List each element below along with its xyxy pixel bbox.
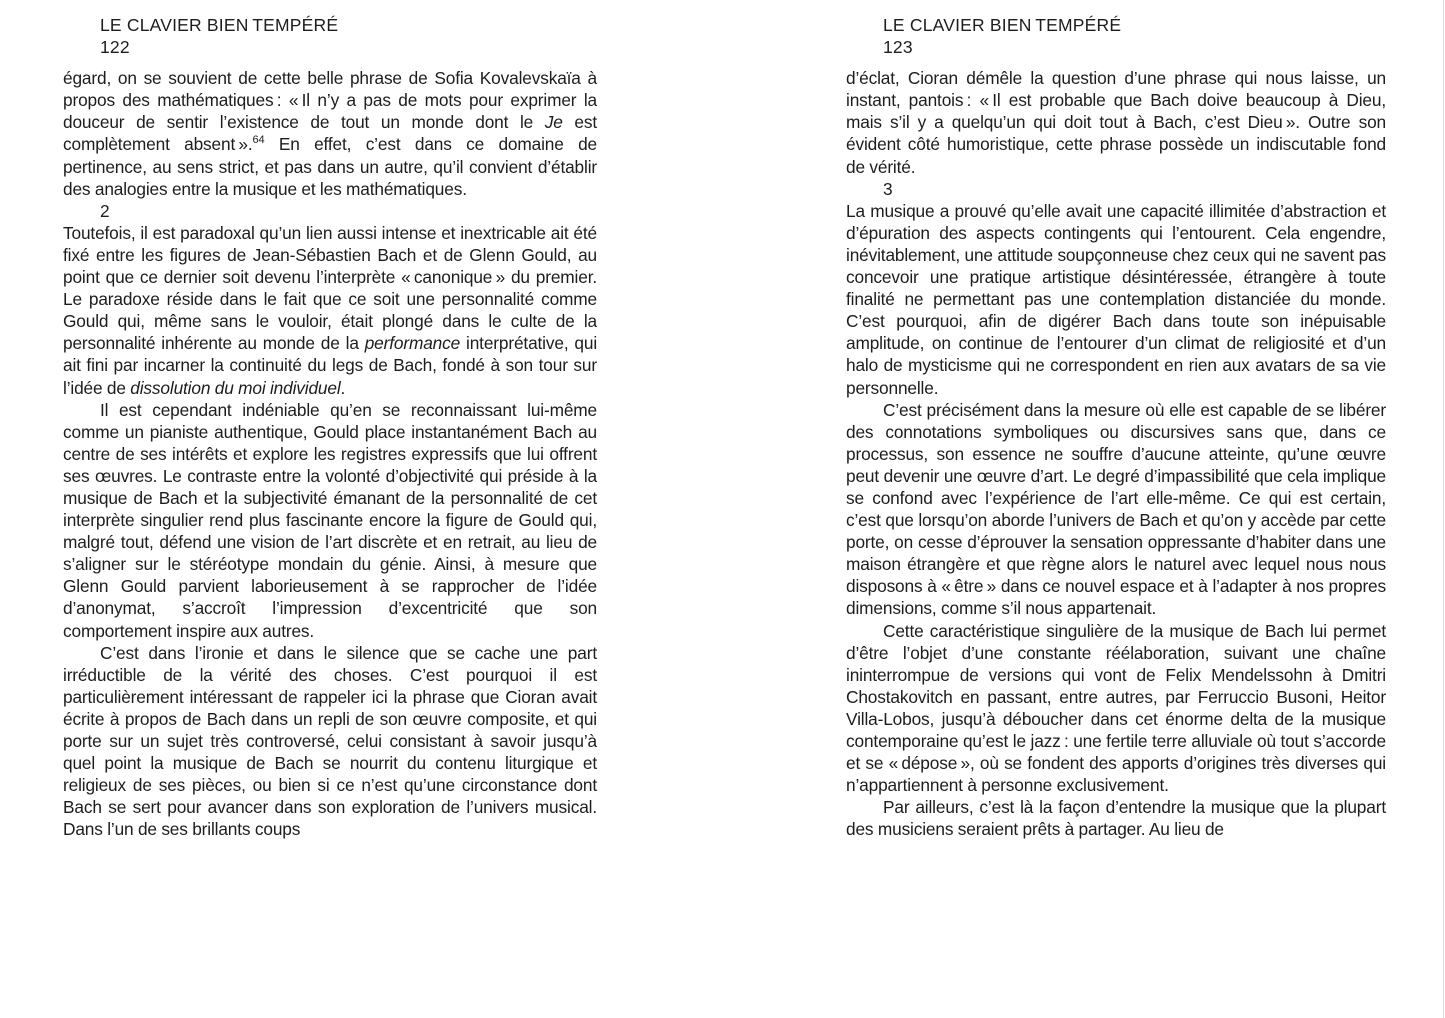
paragraph: Par ailleurs, c’est là la façon d’entendre la musique que la plupart des musiciens seraient prêts à partager. Au lieu de: [846, 797, 1386, 840]
paragraph: C’est précisément dans la mesure où elle est capable de se libérer des connotations symboliques ou discursives sans que, dans ce processus, son essence ne souffre d’aucune atteinte, qu’une œuvre peut devenir une œuvre d’art. Le degré d’impassibilité que cela implique se confond avec l’expérience de l’art elle-même. Ce qui est certain, c’est que lorsqu’on aborde l’univers de Bach et qu’on y accède par cette porte, on cesse d’éprouver la sensation oppressante d’habiter dans une maison étrangère et que règne alors le naturel avec lequel nous nous disposons à « être » dans ce nouvel espace et à l’adapter à nos propres dimensions, comme s’il nous appartenait.: [846, 399, 1386, 619]
paragraph: égard, on se souvient de cette belle phrase de Sofia Kovalevskaïa à propos des mathématiques : « Il n’y a pas de mots pour exprimer la douceur de sentir l’existence de tout un monde dont le Je est complètement absent ».$^{64}$ En effet, c’est dans ce domaine de pertinence, au sens strict, et pas dans un autre, qu’il convient d’établir des analogies entre la musique et les mathématiques.: [63, 68, 598, 199]
page-123: [846, 14, 1386, 840]
page-122: [63, 14, 597, 840]
running-head: LE CLAVIER BIEN TEMPÉRÉ: [100, 15, 339, 35]
paragraph: La musique a prouvé qu’elle avait une capacité illimitée d’abstraction et d’épuration des aspects contingents qui l’entourent. Cela engendre, inévitablement, une attitude soupçonneuse chez ceux qui ne savent pas concevoir une pratique artistique désintéressée, étrangère à toute finalité ne permettant pas une contemplation distanciée du monde. C’est pourquoi, afin de digérer Bach dans toute son inépuisable amplitude, on continue de l’entourer d’un climat de religiosité et d’un halo de mysticisme qui ne correspondent en rien aux avatars de sa vie personnelle.: [846, 200, 1386, 398]
page-number: 122: [100, 37, 130, 58]
paragraph: d’éclat, Cioran démêle la question d’une phrase qui nous laisse, un instant, pantois : « Il est probable que Bach doive beaucoup à Dieu, mais s’il y a quelqu’un qui doit tout à Bach, c’est Dieu ». Outre son évident côté humoristique, cette phrase possède un indiscutable fond de vérité.: [846, 68, 1386, 177]
section-number: 3: [883, 178, 893, 199]
page-number: 123: [883, 37, 913, 58]
paragraph: Cette caractéristique singulière de la musique de Bach lui permet d’être l’objet d’une constante réélaboration, suivant une chaîne ininterrompue de versions qui vont de Felix Mendelssohn à Dmitri Chostakovitch en passant, entre autres, par Ferruccio Busoni, Heitor Villa-Lobos, jusqu’à déboucher dans cet énorme delta de la musique contemporaine qu’est le jazz : une fertile terre alluviale où tout s’accorde et se « dépose », où se fondent des apports d’origines très diverses qui n’appartiennent à personne exclusivement.: [846, 620, 1386, 796]
section-number: 2: [100, 200, 110, 221]
running-head: LE CLAVIER BIEN TEMPÉRÉ: [883, 15, 1122, 35]
paragraph: Il est cependant indéniable qu’en se reconnaissant lui-même comme un pianiste authentique, Gould place instantanément Bach au centre de ses intérêts et explore les registres expressifs que lui offrent ses œuvres. Le contraste entre la volonté d’objectivité qui préside à la musique de Bach et la subjectivité émanant de la personnalité de cet interprète singulier rend plus fascinante encore la figure de Gould qui, malgré tout, défend une vision de l’art discrète et en retrait, au lieu de s’aligner sur le stéréotype mondain du génie. Ainsi, à mesure que Glenn Gould parvient laborieusement à se rapprocher de l’idée d’anonymat, s’accroît l’impression d’excentricité que son comportement inspire aux autres.: [63, 399, 597, 641]
scan-edge-line: [1443, 0, 1444, 1018]
paragraph: Toutefois, il est paradoxal qu’un lien aussi intense et inextricable ait été fixé entre les figures de Jean-Sébastien Bach et de Glenn Gould, au point que ce dernier soit devenu l’interprète « canonique » du premier. Le paradoxe réside dans le fait que ce soit une personnalité comme Gould qui, même sans le vouloir, était plongé dans le culte de la personnalité inhérente au monde de la performance interprétative, qui ait fini par incarner la continuité du legs de Bach, fondé à son tour sur l’idée de dissolution du moi individuel.: [63, 222, 598, 398]
paragraph: C’est dans l’ironie et dans le silence que se cache une part irréductible de la vérité des choses. C’est pourquoi il est particulièrement intéressant de rappeler ici la phrase que Cioran avait écrite à propos de Bach dans un repli de son œuvre composite, et qui porte sur un sujet très controversé, celui consistant à savoir jusqu’à quel point la musique de Bach se nourrit du contenu liturgique et religieux de ses pièces, ou bien si ce n’est qu’une circonstance dont Bach se sert pour avancer dans son exploration de l’univers musical. Dans l’un de ses brillants coups: [63, 642, 597, 840]
